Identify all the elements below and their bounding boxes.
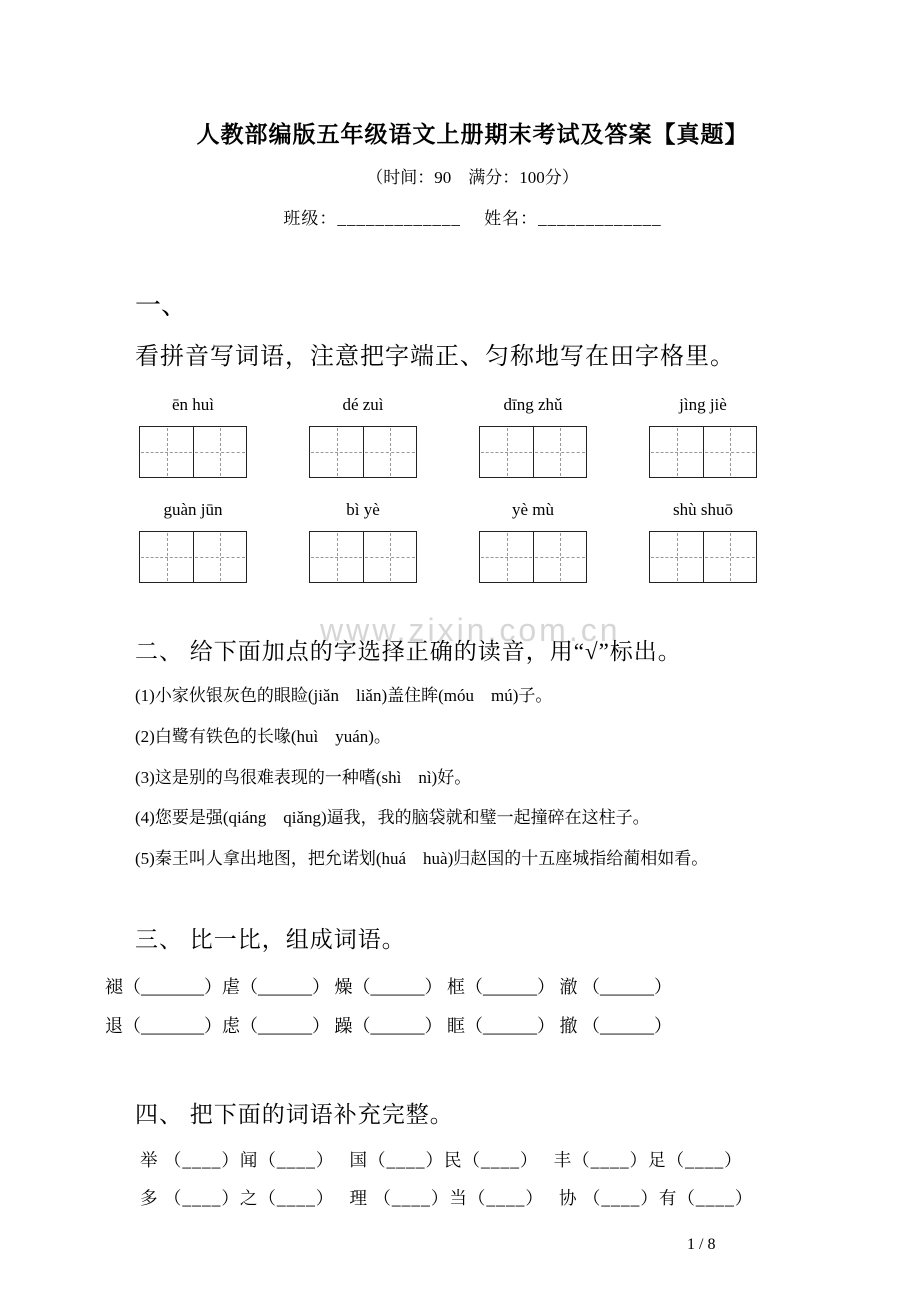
tianzige-cell bbox=[650, 427, 703, 477]
pinyin-unit bbox=[478, 395, 588, 478]
pinyin-grid-row-2 bbox=[138, 500, 758, 583]
pinyin-label: yè mù bbox=[511, 500, 555, 519]
pinyin-grid-row-1 bbox=[138, 395, 758, 478]
question-item: (4)您要是强(qiáng qiǎng)逼我，我的脑袋就和璧一起撞碎在这柱子。 bbox=[135, 808, 650, 828]
tianzige-cell bbox=[650, 532, 703, 582]
tianzige-grid bbox=[479, 531, 587, 583]
section4-heading: 四、 把下面的词语补充完整。 bbox=[135, 1101, 454, 1127]
compare-words-row: 褪（_______）虐（______） 燥（______） 框（______） 澈 （______） bbox=[105, 976, 672, 997]
tianzige-grid bbox=[139, 531, 247, 583]
tianzige-cell bbox=[703, 532, 756, 582]
pinyin-label: dīng zhǔ bbox=[503, 395, 563, 414]
tianzige-cell bbox=[480, 532, 533, 582]
pinyin-label: jìng jiè bbox=[679, 395, 727, 414]
section3-rows bbox=[105, 968, 840, 1046]
tianzige-cell bbox=[193, 427, 246, 477]
tianzige-cell bbox=[533, 427, 586, 477]
question-item: (1)小家伙银灰色的眼睑(jiǎn liǎn)盖住眸(móu mú)子。 bbox=[135, 686, 553, 705]
page-number: 1 / 8 bbox=[687, 1236, 716, 1253]
pinyin-unit bbox=[648, 500, 758, 583]
pinyin-label: ēn huì bbox=[171, 395, 215, 414]
tianzige-grid bbox=[649, 426, 757, 478]
tianzige-cell bbox=[363, 532, 416, 582]
pinyin-unit bbox=[138, 395, 248, 478]
complete-idiom-row: 多 （____）之（____） 理 （____）当（____） 协 （____）有（____） bbox=[140, 1187, 754, 1208]
section3-heading: 三、 比一比，组成词语。 bbox=[135, 926, 406, 952]
tianzige-cell bbox=[193, 532, 246, 582]
complete-idiom-row: 举 （____）闻（____） 国（____）民（____） 丰（____）足（____） bbox=[140, 1149, 743, 1170]
pinyin-label: shù shuō bbox=[673, 500, 733, 519]
tianzige-grid bbox=[309, 531, 417, 583]
tianzige-grid bbox=[649, 531, 757, 583]
section1-instruction: 看拼音写词语，注意把字端正、匀称地写在田字格里。 bbox=[135, 344, 735, 370]
section4-rows bbox=[140, 1141, 840, 1217]
section2-items bbox=[135, 684, 840, 871]
class-name-line: 班级：_____________ 姓名：_____________ bbox=[283, 209, 662, 228]
tianzige-cell bbox=[140, 427, 193, 477]
pinyin-label: dé zuì bbox=[342, 395, 384, 414]
exam-time-score: （时间：90 满分：100分） bbox=[366, 168, 579, 187]
page-title: 人教部编版五年级语文上册期末考试及答案【真题】 bbox=[196, 121, 749, 147]
pinyin-unit bbox=[138, 500, 248, 583]
compare-words-row: 退（_______）虑（______） 躁（______） 眶（______） 撤 （______） bbox=[105, 1015, 672, 1036]
question-item: (5)秦王叫人拿出地图，把允诺划(huá huà)归赵国的十五座城指给蔺相如看。 bbox=[135, 849, 709, 869]
pinyin-unit bbox=[648, 395, 758, 478]
pinyin-label: bì yè bbox=[346, 500, 380, 519]
question-item: (3)这是别的鸟很难表现的一种嗜(shì nì)好。 bbox=[135, 767, 472, 787]
tianzige-grid bbox=[309, 426, 417, 478]
pinyin-label: guàn jūn bbox=[163, 500, 223, 519]
section1-number: 一、 bbox=[135, 291, 188, 320]
watermark: www.zixin.com.cn bbox=[320, 612, 621, 648]
tianzige-cell bbox=[703, 427, 756, 477]
tianzige-grid bbox=[139, 426, 247, 478]
pinyin-unit bbox=[308, 395, 418, 478]
tianzige-cell bbox=[480, 427, 533, 477]
tianzige-cell bbox=[310, 427, 363, 477]
tianzige-grid bbox=[479, 426, 587, 478]
tianzige-cell bbox=[363, 427, 416, 477]
tianzige-cell bbox=[140, 532, 193, 582]
question-item: (2)白鹭有铁色的长喙(huì yuán)。 bbox=[135, 726, 391, 746]
pinyin-unit bbox=[308, 500, 418, 583]
tianzige-cell bbox=[533, 532, 586, 582]
tianzige-cell bbox=[310, 532, 363, 582]
section2-heading: 二、 给下面加点的字选择正确的读音，用“√”标出。 bbox=[135, 639, 682, 664]
pinyin-unit bbox=[478, 500, 588, 583]
